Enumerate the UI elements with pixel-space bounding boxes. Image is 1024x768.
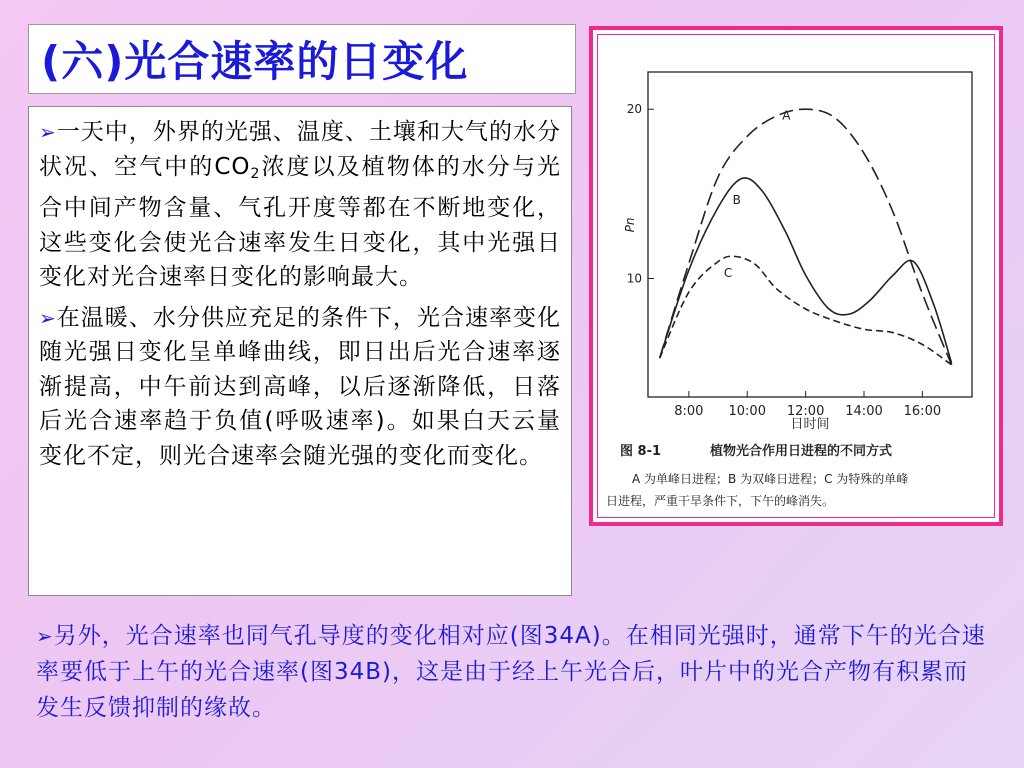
- figure-caption-line-1: A 为单峰日进程；B 为双峰日进程；C 为特殊的单峰: [632, 472, 909, 486]
- y-axis-label: Pn: [623, 217, 637, 233]
- series-a-label: A: [782, 108, 791, 123]
- x-tick-label: 14:00: [845, 404, 883, 419]
- figure-inner: [597, 34, 995, 518]
- x-axis-label: 日时间: [790, 417, 830, 432]
- paragraph-2: [39, 301, 561, 474]
- bullet-arrow-icon: ➢: [39, 305, 57, 330]
- axis-ticks: [627, 102, 941, 419]
- plot-frame: [648, 72, 972, 397]
- x-tick-label: 10:00: [728, 404, 766, 419]
- text-box: [28, 106, 572, 596]
- bullet-arrow-icon: ➢: [39, 120, 57, 144]
- paragraph-1: [39, 115, 561, 295]
- bullet-arrow-icon: ➢: [36, 624, 54, 648]
- y-tick-label: 20: [626, 102, 642, 117]
- subscript-2: 2: [250, 165, 261, 182]
- x-tick-label: 12:00: [786, 404, 825, 419]
- figure-caption-label: 图 8-1: [620, 444, 662, 459]
- curves: [660, 108, 952, 364]
- series-c-label: C: [723, 265, 733, 280]
- bottom-paragraph: [36, 618, 986, 726]
- page-title: (六)光合速率的日变化: [41, 37, 469, 86]
- figure-caption-line-2: 日进程，严重干旱条件下，下午的峰消失。: [606, 494, 835, 508]
- series-b-label: B: [732, 193, 741, 208]
- figure-caption-title: 植物光合作用日进程的不同方式: [710, 444, 893, 459]
- title-box: [28, 24, 576, 94]
- x-tick-label: 16:00: [903, 404, 942, 419]
- figure-svg: [598, 35, 1000, 523]
- figure-frame: [589, 26, 1003, 526]
- paragraph-1-text-a: 一天中，外界的光强、温度、土壤和大气的水分状况、空气中的CO: [39, 119, 561, 180]
- bottom-paragraph-text: 另外，光合速率也同气孔导度的变化相对应(图34A)。在相同光强时，通常下午的光合速率要低于上午的光合速率(图34B)，这是由于经上午光合后，叶片中的光合产物有积累而发生反馈抑制的缘故。: [36, 623, 986, 721]
- x-tick-label: 8:00: [674, 404, 704, 419]
- series-c-line: [660, 256, 952, 365]
- paragraph-2-text: 在温暖、水分供应充足的条件下，光合速率变化随光强日变化呈单峰曲线，即日出后光合速率逐渐提高，中午前达到高峰，以后逐渐降低，日落后光合速率趋于负值(呼吸速率)。如果白天云量变化不定，则光合速率会随光强的变化而变化。: [39, 304, 561, 469]
- paragraph-1-text-b: 浓度以及植物体的水分与光合中间产物含量、气孔开度等都在不断地变化，这些变化会使光合速率发生日变化，其中光强日变化对光合速率日变化的影响最大。: [39, 153, 561, 290]
- series-b-line: [660, 178, 952, 363]
- y-tick-label: 10: [626, 271, 642, 286]
